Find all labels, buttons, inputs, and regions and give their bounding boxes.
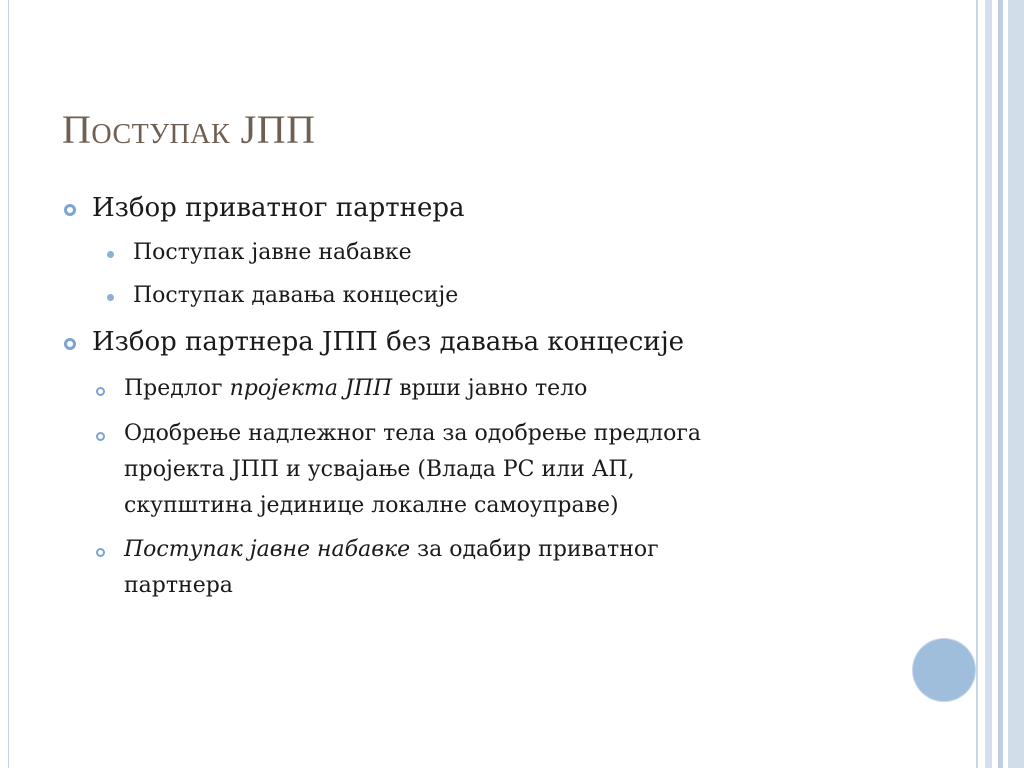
dot-bullet-icon xyxy=(107,251,114,258)
ring-bullet-icon xyxy=(96,548,105,557)
bullet-text: Поступак давања концесије xyxy=(133,283,459,308)
slide-left-border xyxy=(8,0,9,768)
ring-bullet-icon xyxy=(64,204,76,216)
bullet-text: Предлог пројекта ЈПП врши јавно тело xyxy=(124,376,588,401)
bullet-text: Избор партнера ЈПП без давања концесије xyxy=(92,327,685,357)
bullet-text: Поступак јавне набавке xyxy=(133,240,412,265)
slide-right-stripes xyxy=(976,0,1024,768)
bullet-text: Поступак јавне набавке за одабир приватног партнера xyxy=(124,537,659,598)
bullet-text: Избор приватног партнера xyxy=(92,193,465,223)
ring-bullet-icon xyxy=(64,338,76,350)
bullet-text: Одобрење надлежног тела за одобрење предлога пројекта ЈПП и усвајање (Влада РС или АП, скупштина јединице локалне самоуправе) xyxy=(124,421,701,518)
slide-title: Поступак ЈПП xyxy=(62,107,316,152)
ring-bullet-icon xyxy=(96,387,105,396)
dot-bullet-icon xyxy=(107,294,114,301)
ring-bullet-icon xyxy=(96,432,105,441)
decorative-circle xyxy=(913,639,975,701)
